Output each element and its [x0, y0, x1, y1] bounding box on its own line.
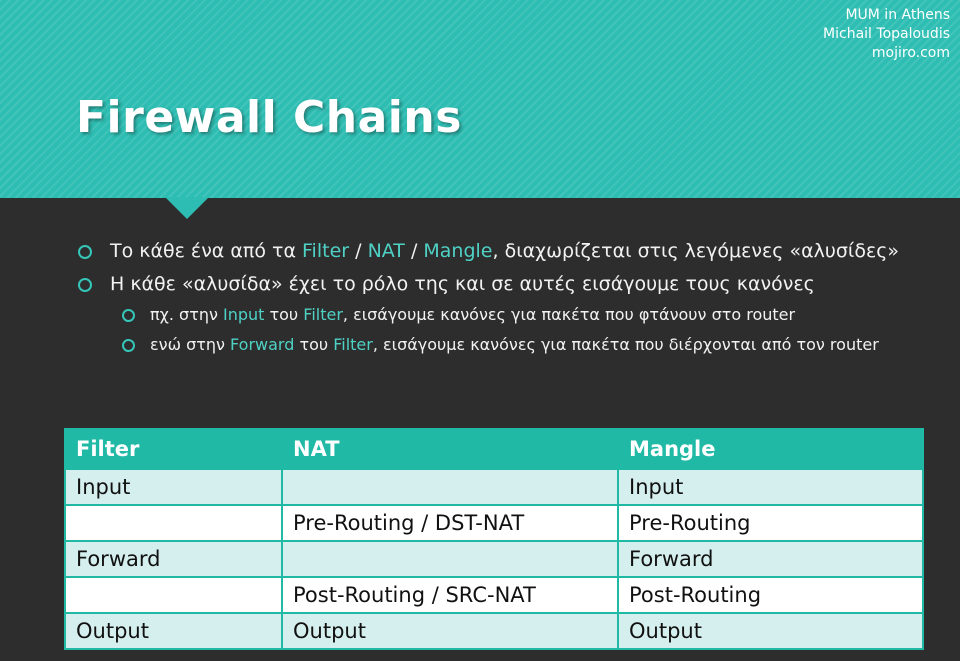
table-cell: Output: [618, 613, 923, 649]
bullet-chain-role: [78, 273, 938, 296]
table-cell: Output: [282, 613, 618, 649]
table-row: [65, 541, 923, 577]
table-row: [65, 577, 923, 613]
slide-title: Firewall Chains: [76, 92, 462, 143]
bullet-list: [78, 240, 938, 366]
table-cell: Input: [618, 469, 923, 505]
credit-website: mojiro.com: [871, 45, 950, 61]
table-cell: Forward: [65, 541, 282, 577]
sub-bullet-forward-example: [122, 336, 938, 354]
table-header-row: [65, 429, 923, 469]
column-header-nat: NAT: [282, 429, 618, 469]
column-header-filter: Filter: [65, 429, 282, 469]
separator: /: [349, 240, 368, 262]
table-cell: Post-Routing: [618, 577, 923, 613]
bullet-text: , εισάγουμε κανόνες για πακέτα που διέρχονται από τον router: [372, 335, 879, 354]
highlight-input: Input: [222, 305, 265, 324]
bullet-text: του: [294, 335, 334, 354]
banner-notch: [165, 197, 209, 219]
highlight-forward: Forward: [230, 335, 295, 354]
table-cell: [282, 541, 618, 577]
slide-credits: [823, 6, 950, 63]
highlight-mangle: Mangle: [423, 240, 493, 262]
table-cell: Post-Routing / SRC-NAT: [282, 577, 618, 613]
bullet-text: του: [264, 305, 304, 324]
bullet-text: , εισάγουμε κανόνες για πακέτα που φτάνουν στο router: [342, 305, 796, 324]
separator: /: [404, 240, 424, 262]
chains-table: [64, 428, 924, 650]
table-row: [65, 613, 923, 649]
column-header-mangle: Mangle: [618, 429, 923, 469]
table-cell: [65, 577, 282, 613]
highlight-filter: Filter: [303, 305, 343, 324]
table-row: [65, 469, 923, 505]
table-cell: Forward: [618, 541, 923, 577]
bullet-text: πχ. στην: [150, 305, 223, 324]
table-row: [65, 505, 923, 541]
bullet-circle-icon: [78, 245, 92, 259]
highlight-filter: Filter: [333, 335, 373, 354]
bullet-text: , διαχωρίζεται στις λεγόμενες «αλυσίδες»: [492, 240, 900, 262]
table-cell: Pre-Routing: [618, 505, 923, 541]
bullet-circle-icon: [122, 339, 135, 352]
title-banner: [0, 0, 960, 198]
bullet-chains-intro: [78, 240, 938, 263]
bullet-circle-icon: [78, 278, 92, 292]
highlight-nat: NAT: [367, 240, 405, 262]
credit-event: MUM in Athens: [845, 7, 950, 23]
table-cell: [65, 505, 282, 541]
table-cell: Output: [65, 613, 282, 649]
bullet-text: ενώ στην: [150, 335, 231, 354]
table-cell: Input: [65, 469, 282, 505]
bullet-text: Η κάθε «αλυσίδα» έχει το ρόλο της και σε αυτές εισάγουμε τους κανόνες: [110, 273, 815, 295]
credit-author: Michail Topaloudis: [823, 26, 950, 42]
highlight-filter: Filter: [302, 240, 350, 262]
bullet-circle-icon: [122, 309, 135, 322]
bullet-text: Το κάθε ένα από τα: [110, 240, 303, 262]
table-cell: [282, 469, 618, 505]
table-cell: Pre-Routing / DST-NAT: [282, 505, 618, 541]
sub-bullet-input-example: [122, 306, 938, 324]
